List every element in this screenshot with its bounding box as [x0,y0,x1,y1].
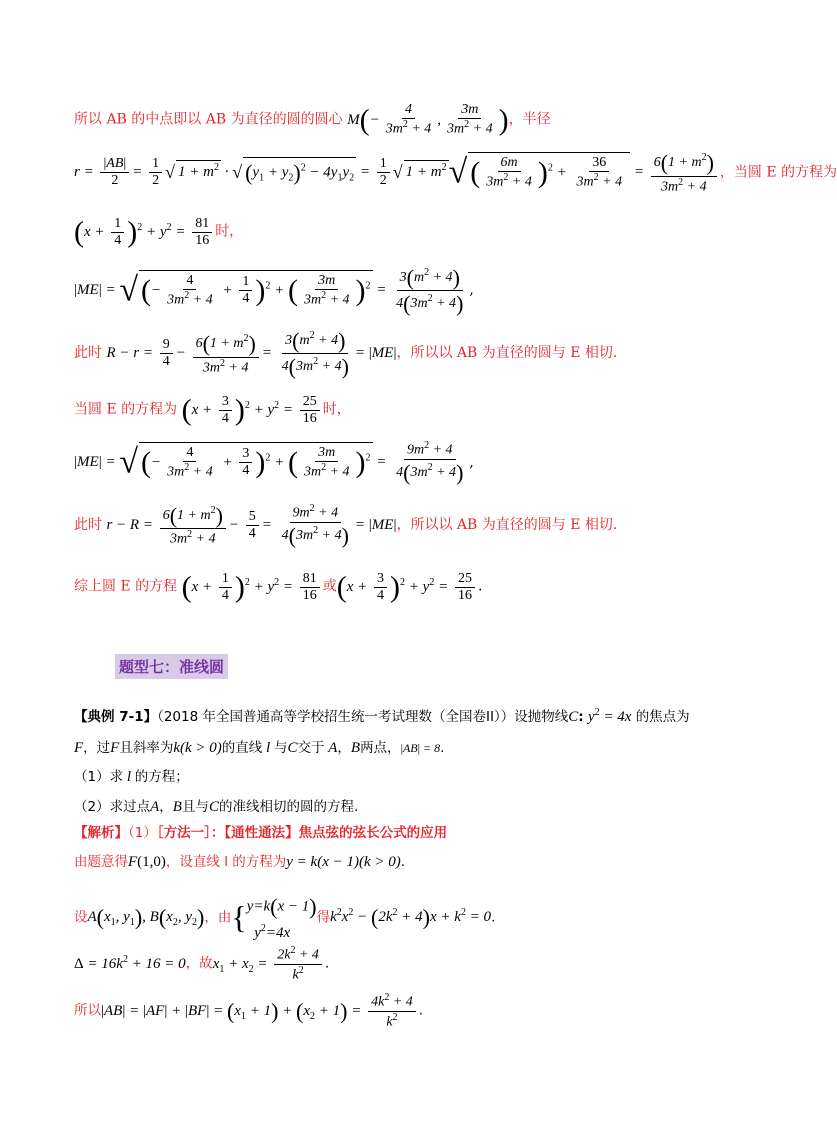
text: 所以 [74,1002,101,1019]
line-center-of-circle [74,100,740,141]
line-conclusion [74,567,740,608]
text: ， [159,799,173,815]
math-circle-e-2: (x + $\frac{3}{4}$ )$^2 + y^2$ = $\frac{25}{16}$ [182,402,323,418]
text: . [477,578,483,595]
text: 与 [273,740,288,756]
question-1 [74,767,740,787]
line-me-distance-1: |ME| = √ (− $\frac{4}{3m^2 + 4}$ + $\frac{1}{4}$ )$^2$ + ( $\frac{3m}{3m^2 + 4}$ )$^2$ = $\frac{3(m^2 + 4)}{4(3m^2 + 4)}$ , [74,265,474,317]
text: 的焦点为 [635,709,690,725]
solution-method: ［方法一］：【通性通法】焦点弦的弦长公式的应用 [156,825,448,841]
math-parabola-eq: $y^2 = 4x$ [587,707,632,725]
text: ，当圆 E 的方程为 [719,164,837,181]
math-me-1: |ME| = √ (− $\frac{4}{3m^2 + 4}$ + $\frac{1}{4}$ )$^2$ + ( $\frac{3m}{3m^2 + 4}$ )$^2$ = $\frac{3(m^2 + 4)}{4(3m^2 + 4)}$ [74,265,464,317]
text: ，由 [204,909,232,926]
example-line-2: F，过F且斜率为k(k > 0)的直线 l 与C交于 A，B两点，|AB| = 8. [74,740,445,756]
line-circle-e-equation-2 [74,390,740,431]
text: 所以 AB 的中点即以 AB 为直径的圆的圆心 [74,111,343,128]
solution-step-1: 由题意得F(1,0)，设直线 l 的方程为y = k(x − 1)(k > 0). [74,854,406,870]
text: 的直线 [221,740,263,756]
math-line-l: y = k(x − 1)(k > 0) [286,854,401,870]
math-l: l [123,769,135,785]
text: 且与 [181,799,209,815]
text: （2018 年全国普通高等学校招生统一考试理数（全国卷II））设抛物线 [157,709,569,725]
math-system: { y=k(x − 1) $y^2=4x$ [231,894,317,941]
solution-step-2: 设$A(x_1$, $y_1$), $B(x_2$, $y_2$)，由{ y=k(x − 1) $y^2=4x$ 得$k^2x^2 - (2k^2 + 4)x + k^2 = 0$. [74,894,496,941]
text: 得 [316,909,331,926]
text: ，所以以 AB 为直径的圆与 E 相切. [396,516,618,533]
text: ，所以以 AB 为直径的圆与 E 相切. [396,345,618,362]
math-r-minus-r-2: r − R = $\frac{6(1 + m^2)}{3m^2 + 4}$ − $\frac{5}{4}$ = $\frac{9m^2 + 4}{4(3m^2 + 4)}$ = |ME| [106,503,397,548]
math-focus: F(1,0) [128,854,166,870]
line-radius-formula [74,150,837,196]
math-f: F [74,740,84,756]
math-answer-1: (x + $\frac{1}{4}$ )$^2 + y^2$ = $\frac{81}{16}$ [182,579,323,595]
math-chord-length: $|AB| = |AF| + |BF| = (x_1 + 1) + (x_2 + 1)$ = $\frac{4k^2 + 4}{k^2}$ [101,1003,419,1019]
math-circle-e-1: (x + $\frac{1}{4}$ )$^2 + y^2$ = $\frac{81}{16}$ [74,224,215,240]
solution-step-4: 所以$|AB| = |AF| + |BF| = (x_1 + 1) + (x_2 + 1)$ = $\frac{4k^2 + 4}{k^2}$ . [74,992,424,1030]
text: 时， [215,223,244,240]
text: 当圆 E 的方程为 [74,401,178,418]
section-heading: 题型七：准线圆 [115,654,228,679]
example-label: 【典例 7-1】 [74,709,158,725]
solution-step-3: $\Delta = 16k^2 + 16 = 0$，故$x_1 + x_2$ = $\frac{2k^2 + 4}{k^2}$ . [74,945,330,983]
text: ，过 [83,740,111,756]
math-answer-2: (x + $\frac{3}{4}$ )$^2 + y^2$ = $\frac{25}{16}$ [337,579,478,595]
line-me-distance-2: |ME| = √ (− $\frac{4}{3m^2 + 4}$ + $\frac{3}{4}$ )$^2$ + ( $\frac{3m}{3m^2 + 4}$ )$^2$ = $\frac{9m^2 + 4}{4(3m^2 + 4)}$ , [74,440,474,486]
text: 或 [322,578,337,595]
question-2 [74,797,740,817]
math-radius: r = $\frac{|AB|}{2}$ = $\frac{1}{2}$ √ $1 + m^2$ · √ $(y_1 + y_2)^2 - 4y_1y_2$ = $\frac{1}{2}$ √ $1 + m^2√$ ( $\frac{6m}{3m^2 + 4}$ )$^2$ + $\frac{36}{3m^2 + 4}$ = $\frac{6(1 + m^2)}{3m^2 + 4}$ [74,164,720,180]
text: 综上圆 E 的方程 [74,578,178,595]
line-tangent-check-1 [74,328,740,380]
math-f: F [110,740,120,756]
text: ，半径 [508,111,551,128]
math-parabola: C [568,709,579,725]
math-a: A [150,799,160,815]
text: 时， [322,401,351,418]
math-points: $A(x_1$, $y_1$), $B(x_2$, $y_2$) [87,905,205,931]
solution-label: 【解析】 [74,825,128,841]
text: ，设直线 l 的方程为 [165,854,287,870]
text: 两点， [360,740,401,756]
line-circle-e-equation-1 [74,212,740,253]
math-l: l [262,740,274,756]
math-a: A [324,740,338,756]
solution-header [74,824,740,842]
line-tangent-check-2 [74,503,740,548]
math-quadratic: $k^2x^2 - (2k^2 + 4)x + k^2 = 0$ [330,905,492,931]
text: 此时 [74,345,102,362]
math-sum-roots: $x_1 + x_2$ = $\frac{2k^2 + 4}{k^2}$ [213,956,325,972]
math-r-minus-r-1: R − r = $\frac{9}{4}$ − $\frac{6(1 + m^2)}{3m^2 + 4}$ = $\frac{3(m^2 + 4)}{4(3m^2 + 4)}$ = |ME| [106,328,397,380]
text: 的方程； [134,769,189,785]
text: 且斜率为 [119,740,174,756]
text: （2）求过点 [74,799,151,815]
math-b: B [172,799,182,815]
text: 设 [74,909,88,926]
math-ab-length: |AB| = 8 [400,741,441,755]
text: （1） [128,825,157,841]
math-center-point: M(− $\frac{4}{3m^2 + 4}$ , $\frac{3m}{3m^2 + 4}$ ) [347,102,509,138]
math-c: C [208,799,219,815]
text: ，故 [185,955,213,972]
text: 由题意得 [74,854,128,870]
math-slope: k(k > 0) [173,740,222,756]
text: 的准线相切的圆的方程. [218,799,359,815]
math-discriminant: $\Delta = 16k^2 + 16 = 0$ [74,953,186,972]
math-c: C [287,740,298,756]
example-line-1: 【典例 7-1】（2018 年全国普通高等学校招生统一考试理数（全国卷II））设抛物线C: $y^2 = 4x$ 的焦点为 [74,707,690,725]
text: （1）求 [74,769,124,785]
text: 交于 [297,740,325,756]
text: ， [337,740,351,756]
math-me-2: |ME| = √ (− $\frac{4}{3m^2 + 4}$ + $\frac{3}{4}$ )$^2$ + ( $\frac{3m}{3m^2 + 4}$ )$^2$ = $\frac{9m^2 + 4}{4(3m^2 + 4)}$ [74,440,464,486]
math-b: B [350,740,361,756]
text: 此时 [74,516,102,533]
